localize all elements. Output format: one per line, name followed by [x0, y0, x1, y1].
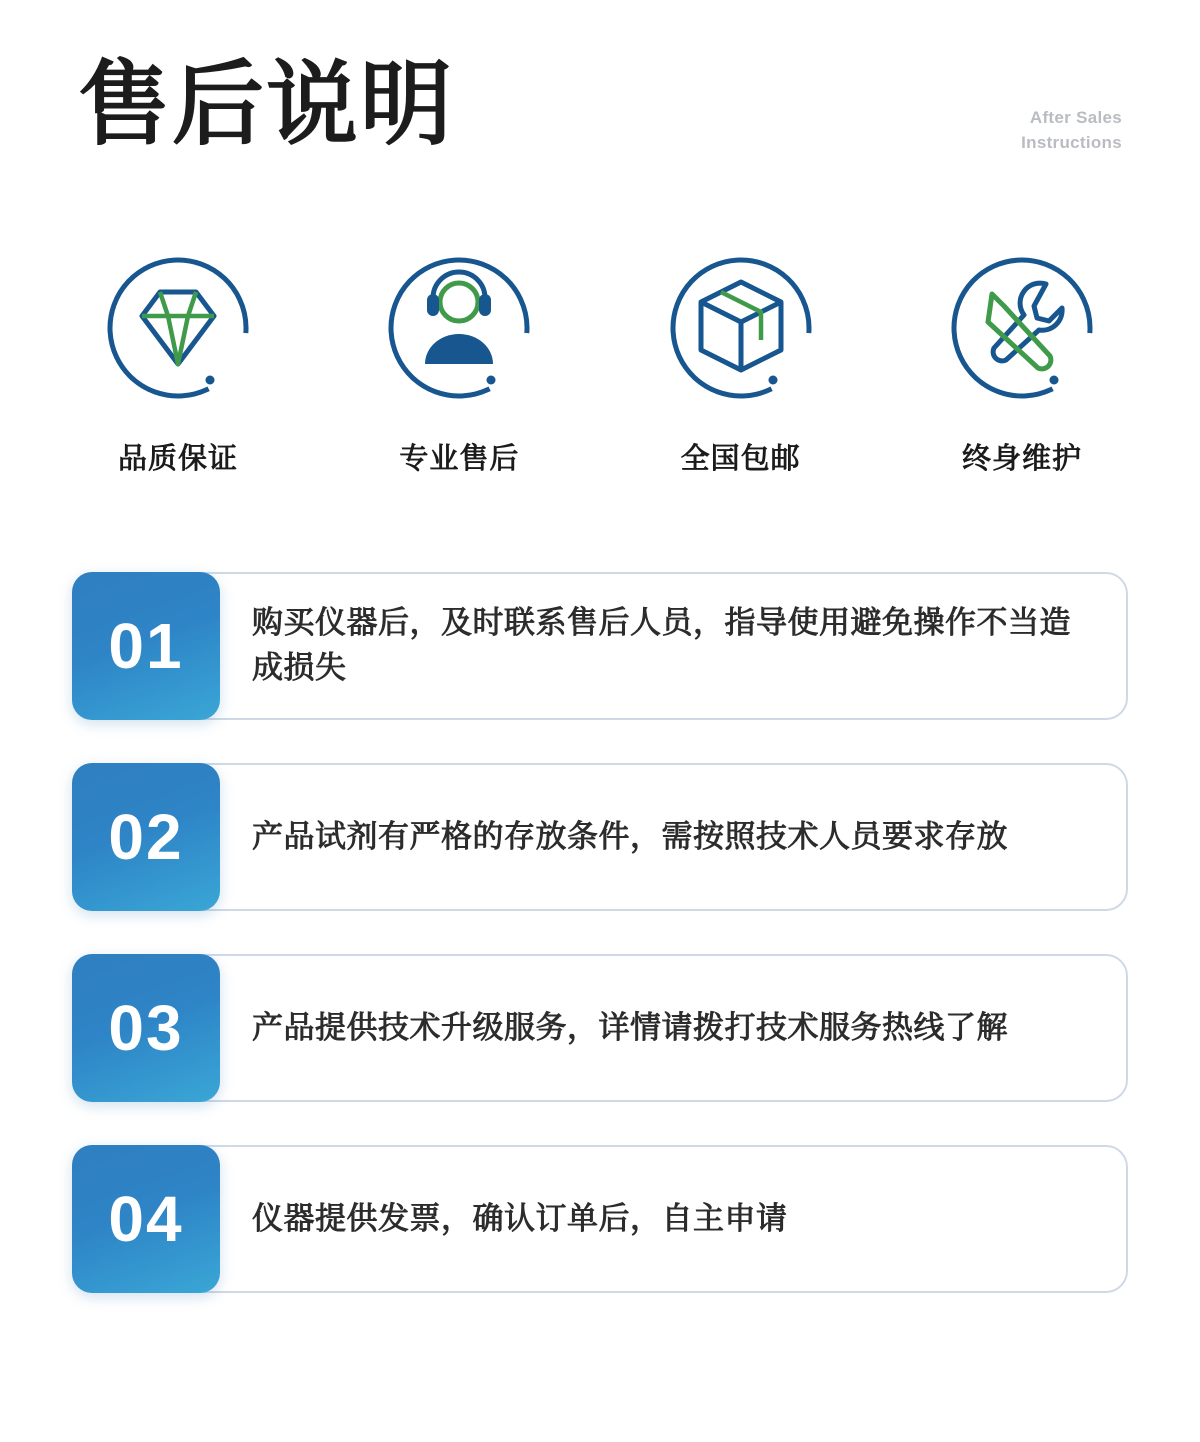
step-text: 购买仪器后，及时联系售后人员，指导使用避免操作不当造成损失 — [252, 605, 1071, 685]
feature-label: 品质保证 — [117, 443, 238, 475]
step-number: 03 — [108, 992, 184, 1064]
step-number-badge — [72, 1145, 220, 1293]
feature-item-quality — [78, 252, 278, 477]
page-title-english — [1021, 106, 1122, 155]
step-number-badge — [72, 572, 220, 720]
feature-label: 专业售后 — [399, 443, 520, 475]
step-text: 仪器提供发票，确认订单后，自主申请 — [252, 1200, 788, 1236]
page-title: 售后说明 — [78, 50, 455, 158]
step-number: 04 — [108, 1183, 184, 1255]
step-item — [72, 572, 1128, 720]
step-number-badge — [72, 763, 220, 911]
headset-support-icon — [379, 252, 539, 412]
feature-item-maintenance — [922, 252, 1122, 477]
step-text: 产品试剂有严格的存放条件，需按照技术人员要求存放 — [252, 818, 1008, 854]
feature-label: 终身维护 — [961, 443, 1082, 475]
feature-label: 全国包邮 — [680, 443, 801, 475]
step-number: 02 — [108, 801, 184, 873]
feature-list — [78, 252, 1122, 477]
step-number: 01 — [108, 610, 184, 682]
package-box-icon — [661, 252, 821, 412]
step-number-badge — [72, 954, 220, 1102]
step-item — [72, 763, 1128, 911]
step-text: 产品提供技术升级服务，详情请拨打技术服务热线了解 — [252, 1009, 1008, 1045]
step-list — [72, 572, 1128, 1336]
step-item — [72, 954, 1128, 1102]
wrench-screwdriver-icon — [942, 252, 1102, 412]
feature-item-shipping — [641, 252, 841, 477]
page-title-english-line1: After Sales — [1029, 108, 1122, 127]
diamond-icon — [98, 252, 258, 412]
step-item — [72, 1145, 1128, 1293]
page-title-english-line2: Instructions — [1021, 132, 1122, 152]
feature-item-support — [359, 252, 559, 477]
page-header — [0, 0, 1200, 210]
